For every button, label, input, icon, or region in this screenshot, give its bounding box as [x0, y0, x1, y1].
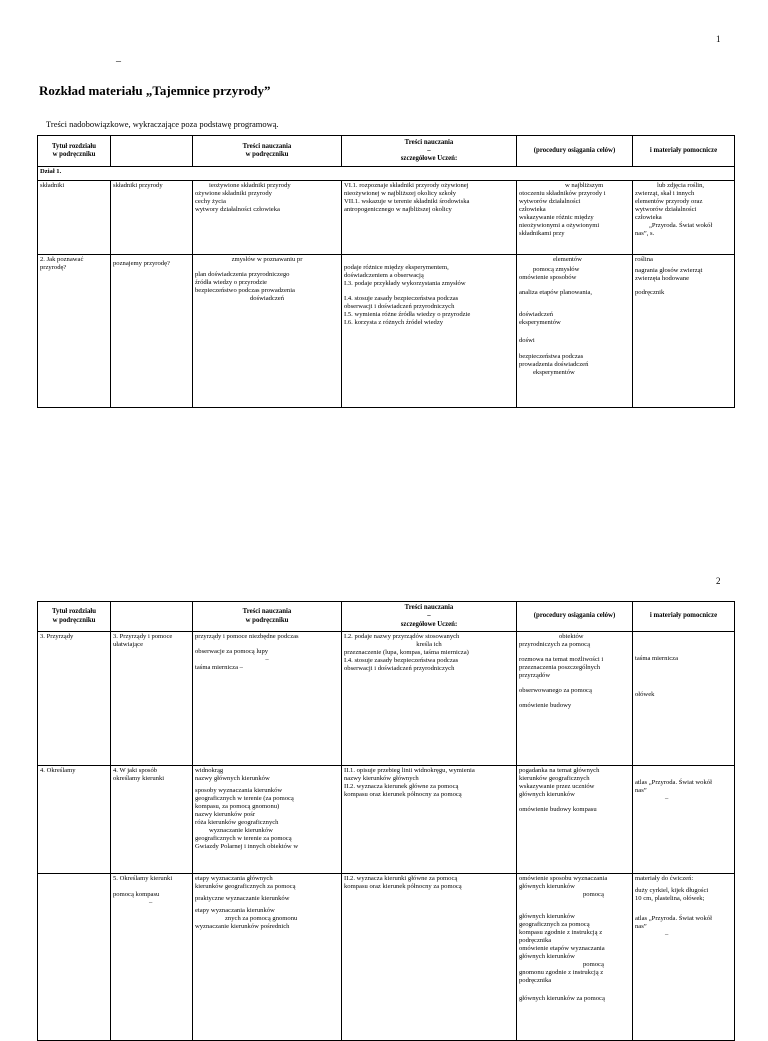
- row5-lesson: 5. Określamy kierunki pomocą kompasu –: [111, 874, 193, 1041]
- row2-procedures: elementów pomocą zmysłów omówienie sposobów analiza etapów planowania, doświadczeń eksperymentów doświ bezpieczeństwa podczas prowadzenia doświadczeń eksperymentów: [517, 255, 633, 408]
- page-number: 2: [716, 576, 721, 586]
- row5-procedures: omówienie sposobu wyznaczania głównych kierunków pomocą głównych kierunków geograficznych za pomocą kompasu zgodnie z instrukcją z podręcznika omówienie etapów wyznaczania głównych kierunków pomocą gnomonu zgodnie z instrukcją z podręcznika głównych kierunków za pomocą: [517, 874, 633, 1041]
- row2-lesson: poznajemy przyrodę?: [111, 255, 193, 408]
- row5-requirements: II.2. wyznacza kierunki główne za pomocą kompasu oraz kierunek północny za pomocą: [342, 874, 517, 1041]
- row1-requirements: VI.1. rozpoznaje składniki przyrody ożywionej nieożywionej w najbliższej okolicy szkoły VII.1. wskazuje w terenie składniki środowiska antropogenicznego w najbliższej okolicy: [342, 181, 517, 255]
- header-content-textbook: Treści nauczania w podręczniku: [193, 602, 342, 632]
- row5-content: etapy wyznaczania głównych kierunków geograficznych za pomocą praktyczne wyznaczanie kierunków etapy wyznaczania kierunków znych za pomocą gnomonu wyznaczanie kierunków pośrednich: [193, 874, 342, 1041]
- header-empty: [111, 136, 193, 167]
- row3-chapter: 3. Przyrządy: [38, 632, 111, 766]
- row1-procedures: w najbliższym otoczeniu składników przyrody i wytworów działalności człowieka wskazywanie różnic między nieożywionymi a ożywionymi składnikami przy: [517, 181, 633, 255]
- row3-materials: taśma miernicza ołówek: [633, 632, 735, 766]
- row4-lesson: 4. W jaki sposób określamy kierunki: [111, 766, 193, 874]
- header-dash: –: [116, 56, 121, 67]
- row5-materials: materiały do ćwiczeń: duży cyrkiel, kijek długości 10 cm, plastelina, ołówek; atlas „Przyroda. Świat wokół nas” –: [633, 874, 735, 1041]
- row1-content: ieożywione składniki przyrody ożywione składniki przyrody cechy życia wytwory działalności człowieka: [193, 181, 342, 255]
- row2-chapter: 2. Jak poznawać przyrodę?: [38, 255, 111, 408]
- row4-materials: atlas „Przyroda. Świat wokół nas” –: [633, 766, 735, 874]
- row5-chapter: [38, 874, 111, 1041]
- note-text: Treści nadobowiązkowe, wykraczające poza podstawę programową.: [46, 119, 279, 129]
- header-materials: i materiały pomocnicze: [633, 136, 735, 167]
- header-empty: [111, 602, 193, 632]
- header-content-detailed: Treści nauczania – szczegółowe Uczeń:: [342, 602, 517, 632]
- header-chapter-title: Tytuł rozdziału w podręczniku: [38, 136, 111, 167]
- row1-materials: lub zdjęcia roślin, zwierząt, skał i innych elementów przyrody oraz wytworów działalności człowieka „Przyroda. Świat wokół nas”, s.: [633, 181, 735, 255]
- row3-lesson: 3. Przyrządy i pomoce ułatwiające: [111, 632, 193, 766]
- row2-materials: roślina nagrania głosów zwierząt zwierzęta hodowane podręcznik: [633, 255, 735, 408]
- material-table-2: [37, 601, 735, 1041]
- row4-chapter: 4. Określamy: [38, 766, 111, 874]
- material-table-1: [37, 135, 735, 408]
- header-content-detailed: Treści nauczania – szczegółowe Uczeń:: [342, 136, 517, 167]
- row2-requirements: podaje różnice między eksperymentem, doświadczeniem a obserwacją I.3. podaje przykłady wykorzystania zmysłów I.4. stosuje zasady bezpieczeństwa podczas obserwacji i doświadczeń przyrodniczych I.5. wymienia różne źródła wiedzy o przyrodzie I.6. korzysta z różnych źródeł wiedzy: [342, 255, 517, 408]
- section-label: Dział 1.: [38, 167, 735, 181]
- row4-procedures: pogadanka na temat głównych kierunków geograficznych wskazywanie przez uczniów głównych kierunków omówienie budowy kompasu: [517, 766, 633, 874]
- row3-requirements: I.2. podaje nazwy przyrządów stosowanych kreśla ich przeznaczenie (lupa, kompas, taśma miernicza) I.4. stosuje zasady bezpieczeństwa podczas obserwacji i doświadczeń przyrodniczych: [342, 632, 517, 766]
- header-procedures: (procedury osiągania celów): [517, 602, 633, 632]
- page-number: 1: [716, 34, 721, 44]
- row4-content: widnokrąg nazwy głównych kierunków sposoby wyznaczania kierunków geograficznych w terenie (za pomocą kompasu, za pomocą gnomonu) nazwy kierunków pośr róża kierunków geograficznych wyznaczanie kierunków geograficznych w terenie za pomocą Gwiazdy Polarnej i innych obiektów w: [193, 766, 342, 874]
- header-materials: i materiały pomocnicze: [633, 602, 735, 632]
- row1-lesson: składniki przyrody: [111, 181, 193, 255]
- row2-content: zmysłów w poznawaniu pr plan doświadczenia przyrodniczego źródła wiedzy o przyrodzie bezpieczeństwo podczas prowadzenia doświadczeń: [193, 255, 342, 408]
- row3-procedures: obiektów przyrodniczych za pomocą rozmowa na temat możliwości i przeznaczenia poszczególnych przyrządów obserwowanego za pomocą omówienie budowy: [517, 632, 633, 766]
- document-title: Rozkład materiału „Tajemnice przyrody”: [39, 83, 271, 98]
- header-chapter-title: Tytuł rozdziału w podręczniku: [38, 602, 111, 632]
- row4-requirements: II.1. opisuje przebieg linii widnokręgu, wymienia nazwy kierunków głównych II.2. wyznacza kierunek główne za pomocą kompasu oraz kierunek północny za pomocą: [342, 766, 517, 874]
- header-content-textbook: Treści nauczania w podręczniku: [193, 136, 342, 167]
- row3-content: przyrządy i pomoce niezbędne podczas obserwacje za pomocą lupy – taśma miernicza –: [193, 632, 342, 766]
- header-procedures: (procedury osiągania celów): [517, 136, 633, 167]
- row1-chapter: składniki: [38, 181, 111, 255]
